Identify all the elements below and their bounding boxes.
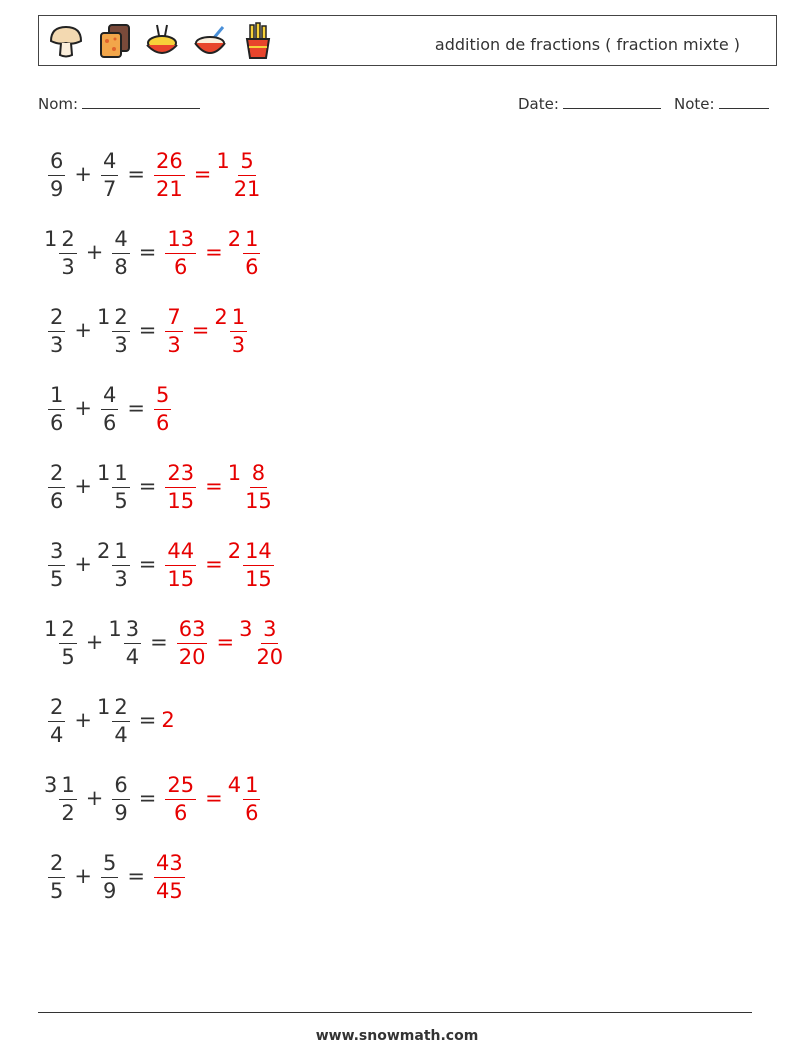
addend-b-whole: 1 (108, 616, 122, 641)
answer-equals-sign: = (205, 552, 223, 576)
addend-b-term (97, 149, 122, 200)
addend-a-denominator: 6 (50, 488, 64, 513)
score-blank[interactable] (719, 96, 769, 109)
addend-a-numerator: 2 (48, 697, 65, 722)
answer-mixed-fraction (232, 148, 263, 201)
answer-denominator: 45 (155, 878, 183, 903)
addend-b-numerator: 1 (112, 541, 129, 566)
addend-b-fraction (101, 148, 118, 201)
problem-row (44, 534, 278, 594)
equals-sign: = (127, 396, 145, 420)
equals-sign: = (150, 630, 168, 654)
addend-b-term (97, 461, 134, 512)
addend-b-fraction (112, 304, 129, 357)
answer-fraction (154, 850, 185, 903)
answer-numerator: 63 (177, 619, 208, 644)
equals-sign: = (138, 708, 157, 732)
addend-a-numerator: 2 (48, 463, 65, 488)
answer-term (161, 461, 200, 512)
addend-b-term (108, 617, 145, 668)
addend-b-numerator: 4 (101, 385, 118, 410)
equals-sign: = (138, 240, 157, 264)
answer-numerator: 26 (154, 151, 185, 176)
answer-mixed-fraction (243, 226, 260, 279)
addend-a-numerator: 2 (48, 853, 65, 878)
plus-sign: + (74, 474, 92, 498)
date-field (518, 95, 661, 113)
toast-icon (95, 21, 133, 61)
addend-b-fraction (112, 538, 129, 591)
problem-row (44, 690, 175, 750)
answer-mixed-whole: 1 (227, 460, 242, 485)
addend-b-denominator: 9 (114, 800, 128, 825)
answer-mixed-numerator: 1 (243, 775, 260, 800)
answer-mixed-denominator: 6 (245, 800, 259, 825)
addend-a-fraction (59, 772, 76, 825)
addend-b-whole: 2 (96, 538, 111, 563)
addend-a-numerator: 2 (59, 229, 76, 254)
answer-mixed-whole: 2 (227, 538, 242, 563)
answer-fraction (165, 772, 196, 825)
addend-a-term (44, 851, 69, 902)
addend-a-numerator: 2 (48, 307, 65, 332)
answer-fraction (165, 538, 196, 591)
answer-mixed-term (228, 539, 278, 590)
answer-denominator: 20 (178, 644, 206, 669)
addend-a-numerator: 3 (48, 541, 65, 566)
addend-a-whole: 3 (44, 772, 58, 797)
plus-sign: + (85, 630, 104, 654)
answer-mixed-term (228, 227, 265, 278)
rice-bowl-icon (191, 21, 229, 61)
name-blank[interactable] (82, 96, 200, 109)
addend-a-fraction (48, 148, 65, 201)
worksheet-header (38, 15, 777, 66)
answer-equals-sign: = (191, 318, 210, 342)
addend-b-denominator: 8 (114, 254, 128, 279)
date-label: Date: (518, 95, 559, 113)
addend-b-term (108, 773, 133, 824)
answer-fraction (165, 460, 196, 513)
equals-sign: = (138, 318, 157, 342)
addend-a-term (44, 695, 69, 746)
answer-term (161, 227, 200, 278)
addend-a-denominator: 5 (50, 566, 64, 591)
answer-mixed-denominator: 20 (256, 644, 284, 669)
answer-integer: 2 (161, 708, 175, 732)
addend-a-fraction (48, 538, 65, 591)
footer-site: www.snowmath.com (315, 1028, 479, 1044)
plus-sign: + (74, 864, 92, 888)
answer-mixed-term (228, 461, 278, 512)
answer-mixed-denominator: 15 (245, 488, 272, 513)
addend-b-fraction (112, 772, 129, 825)
answer-numerator: 44 (165, 541, 196, 566)
addend-b-denominator: 3 (114, 566, 128, 591)
footer-divider (38, 1012, 752, 1013)
answer-equals-sign: = (205, 786, 223, 810)
answer-denominator: 15 (167, 566, 195, 591)
answer-mixed-term (239, 617, 289, 668)
addend-a-numerator: 1 (59, 775, 76, 800)
answer-mixed-denominator: 21 (233, 176, 261, 201)
equals-sign: = (138, 786, 157, 810)
addend-a-term (44, 227, 81, 278)
plus-sign: + (85, 786, 104, 810)
plus-sign: + (74, 552, 92, 576)
addend-a-denominator: 2 (61, 800, 75, 825)
addend-b-term (97, 851, 122, 902)
answer-term (150, 383, 175, 434)
addend-a-term (44, 149, 69, 200)
addend-b-fraction (101, 382, 118, 435)
fries-icon (239, 21, 277, 61)
addend-b-fraction (112, 460, 129, 513)
addend-a-term (44, 461, 69, 512)
answer-mixed-numerator: 1 (243, 229, 260, 254)
addend-a-fraction (59, 616, 76, 669)
problem-row (44, 846, 189, 906)
addend-a-whole: 1 (44, 616, 58, 641)
problem-row (44, 144, 266, 204)
answer-mixed-whole: 1 (216, 148, 230, 173)
problem-row (44, 222, 264, 282)
answer-mixed-term (216, 149, 266, 200)
answer-fraction (177, 616, 208, 669)
addend-b-term (97, 695, 134, 746)
addend-a-denominator: 9 (50, 176, 64, 201)
answer-mixed-denominator: 15 (245, 566, 272, 591)
addend-a-fraction (48, 304, 65, 357)
addend-b-numerator: 4 (112, 229, 129, 254)
answer-equals-sign: = (205, 474, 223, 498)
addend-b-whole: 1 (96, 304, 111, 329)
addend-a-fraction (48, 382, 65, 435)
problem-row (44, 378, 175, 438)
addend-a-fraction (48, 694, 65, 747)
addend-a-term (44, 773, 81, 824)
addend-b-numerator: 2 (112, 697, 129, 722)
addend-a-numerator: 2 (59, 619, 76, 644)
addend-a-numerator: 1 (48, 385, 65, 410)
answer-mixed-term (228, 773, 265, 824)
answer-mixed-numerator: 3 (261, 619, 278, 644)
answer-mixed-fraction (254, 616, 285, 669)
problem-row (44, 768, 264, 828)
addend-a-denominator: 3 (50, 332, 64, 357)
noodles-icon (143, 21, 181, 61)
answer-numerator: 25 (165, 775, 196, 800)
addend-a-whole: 1 (44, 226, 58, 251)
answer-fraction (154, 382, 171, 435)
date-blank[interactable] (563, 96, 661, 109)
addend-b-denominator: 5 (114, 488, 128, 513)
addend-b-term (108, 227, 133, 278)
problem-row (44, 612, 289, 672)
addend-b-fraction (112, 694, 129, 747)
answer-mixed-denominator: 3 (231, 332, 246, 357)
answer-denominator: 6 (174, 800, 188, 825)
answer-mixed-term (214, 305, 251, 356)
problem-row (44, 456, 278, 516)
answer-term (150, 851, 189, 902)
answer-denominator: 21 (155, 176, 183, 201)
plus-sign: + (74, 396, 92, 420)
answer-mixed-fraction (243, 538, 274, 591)
addend-b-fraction (112, 226, 129, 279)
answer-mixed-numerator: 14 (243, 541, 274, 566)
answer-mixed-whole: 3 (239, 616, 253, 641)
addend-b-numerator: 1 (112, 463, 129, 488)
answer-term (161, 305, 186, 356)
addend-a-fraction (59, 226, 76, 279)
answer-numerator: 43 (154, 853, 185, 878)
answer-mixed-whole: 2 (227, 226, 242, 251)
answer-denominator: 6 (155, 410, 170, 435)
addend-a-denominator: 5 (61, 644, 75, 669)
addend-b-whole: 1 (96, 460, 111, 485)
answer-fraction (165, 226, 196, 279)
answer-mixed-fraction (243, 772, 260, 825)
addend-a-fraction (48, 460, 65, 513)
answer-numerator: 13 (165, 229, 196, 254)
answer-numerator: 5 (154, 385, 171, 410)
answer-mixed-whole: 2 (214, 304, 228, 329)
addend-b-numerator: 4 (101, 151, 118, 176)
addend-b-numerator: 3 (124, 619, 141, 644)
addend-b-numerator: 2 (112, 307, 129, 332)
addend-a-term (44, 383, 69, 434)
addend-a-term (44, 305, 69, 356)
addend-b-denominator: 3 (114, 332, 128, 357)
answer-numerator: 7 (165, 307, 182, 332)
name-label: Nom: (38, 95, 79, 113)
equals-sign: = (127, 162, 145, 186)
score-label: Note: (674, 95, 715, 113)
addend-b-denominator: 6 (102, 410, 117, 435)
worksheet-title: addition de fractions ( fraction mixte ) (434, 35, 740, 54)
addend-a-fraction (48, 850, 65, 903)
answer-term (161, 539, 200, 590)
name-field (38, 95, 200, 113)
addend-a-term (44, 617, 81, 668)
answer-numerator: 23 (165, 463, 196, 488)
answer-mixed-fraction (243, 460, 274, 513)
answer-denominator: 15 (167, 488, 195, 513)
answer-term (161, 773, 200, 824)
addend-a-numerator: 6 (48, 151, 65, 176)
addend-b-fraction (124, 616, 141, 669)
answer-mixed-numerator: 8 (250, 463, 267, 488)
plus-sign: + (74, 162, 92, 186)
plus-sign: + (74, 318, 92, 342)
answer-fraction (165, 304, 182, 357)
addend-b-term (97, 539, 134, 590)
addend-b-numerator: 6 (112, 775, 129, 800)
addend-b-fraction (101, 850, 118, 903)
answer-equals-sign: = (205, 240, 223, 264)
answer-mixed-denominator: 6 (245, 254, 259, 279)
answer-equals-sign: = (216, 630, 235, 654)
answer-fraction (154, 148, 185, 201)
addend-b-term (97, 383, 122, 434)
addend-b-denominator: 7 (102, 176, 117, 201)
mushroom-icon (47, 21, 85, 61)
addend-a-term (44, 539, 69, 590)
equals-sign: = (127, 864, 145, 888)
answer-mixed-numerator: 5 (238, 151, 255, 176)
addend-b-whole: 1 (96, 694, 111, 719)
answer-mixed-fraction (230, 304, 247, 357)
answer-denominator: 3 (167, 332, 181, 357)
header-icons (47, 21, 277, 61)
answer-denominator: 6 (174, 254, 188, 279)
plus-sign: + (74, 708, 92, 732)
addend-b-term (97, 305, 134, 356)
addend-b-denominator: 9 (102, 878, 117, 903)
addend-b-denominator: 4 (125, 644, 140, 669)
addend-a-denominator: 3 (61, 254, 75, 279)
equals-sign: = (138, 474, 157, 498)
addend-b-denominator: 4 (114, 722, 128, 747)
answer-equals-sign: = (193, 162, 212, 186)
addend-b-numerator: 5 (101, 853, 118, 878)
plus-sign: + (85, 240, 104, 264)
addend-a-denominator: 5 (50, 878, 64, 903)
answer-mixed-whole: 4 (227, 772, 242, 797)
addend-a-denominator: 4 (50, 722, 64, 747)
answer-mixed-numerator: 1 (230, 307, 247, 332)
score-field (674, 95, 769, 113)
equals-sign: = (138, 552, 157, 576)
answer-term (150, 149, 189, 200)
problem-row (44, 300, 251, 360)
addend-a-denominator: 6 (50, 410, 64, 435)
answer-term (173, 617, 212, 668)
